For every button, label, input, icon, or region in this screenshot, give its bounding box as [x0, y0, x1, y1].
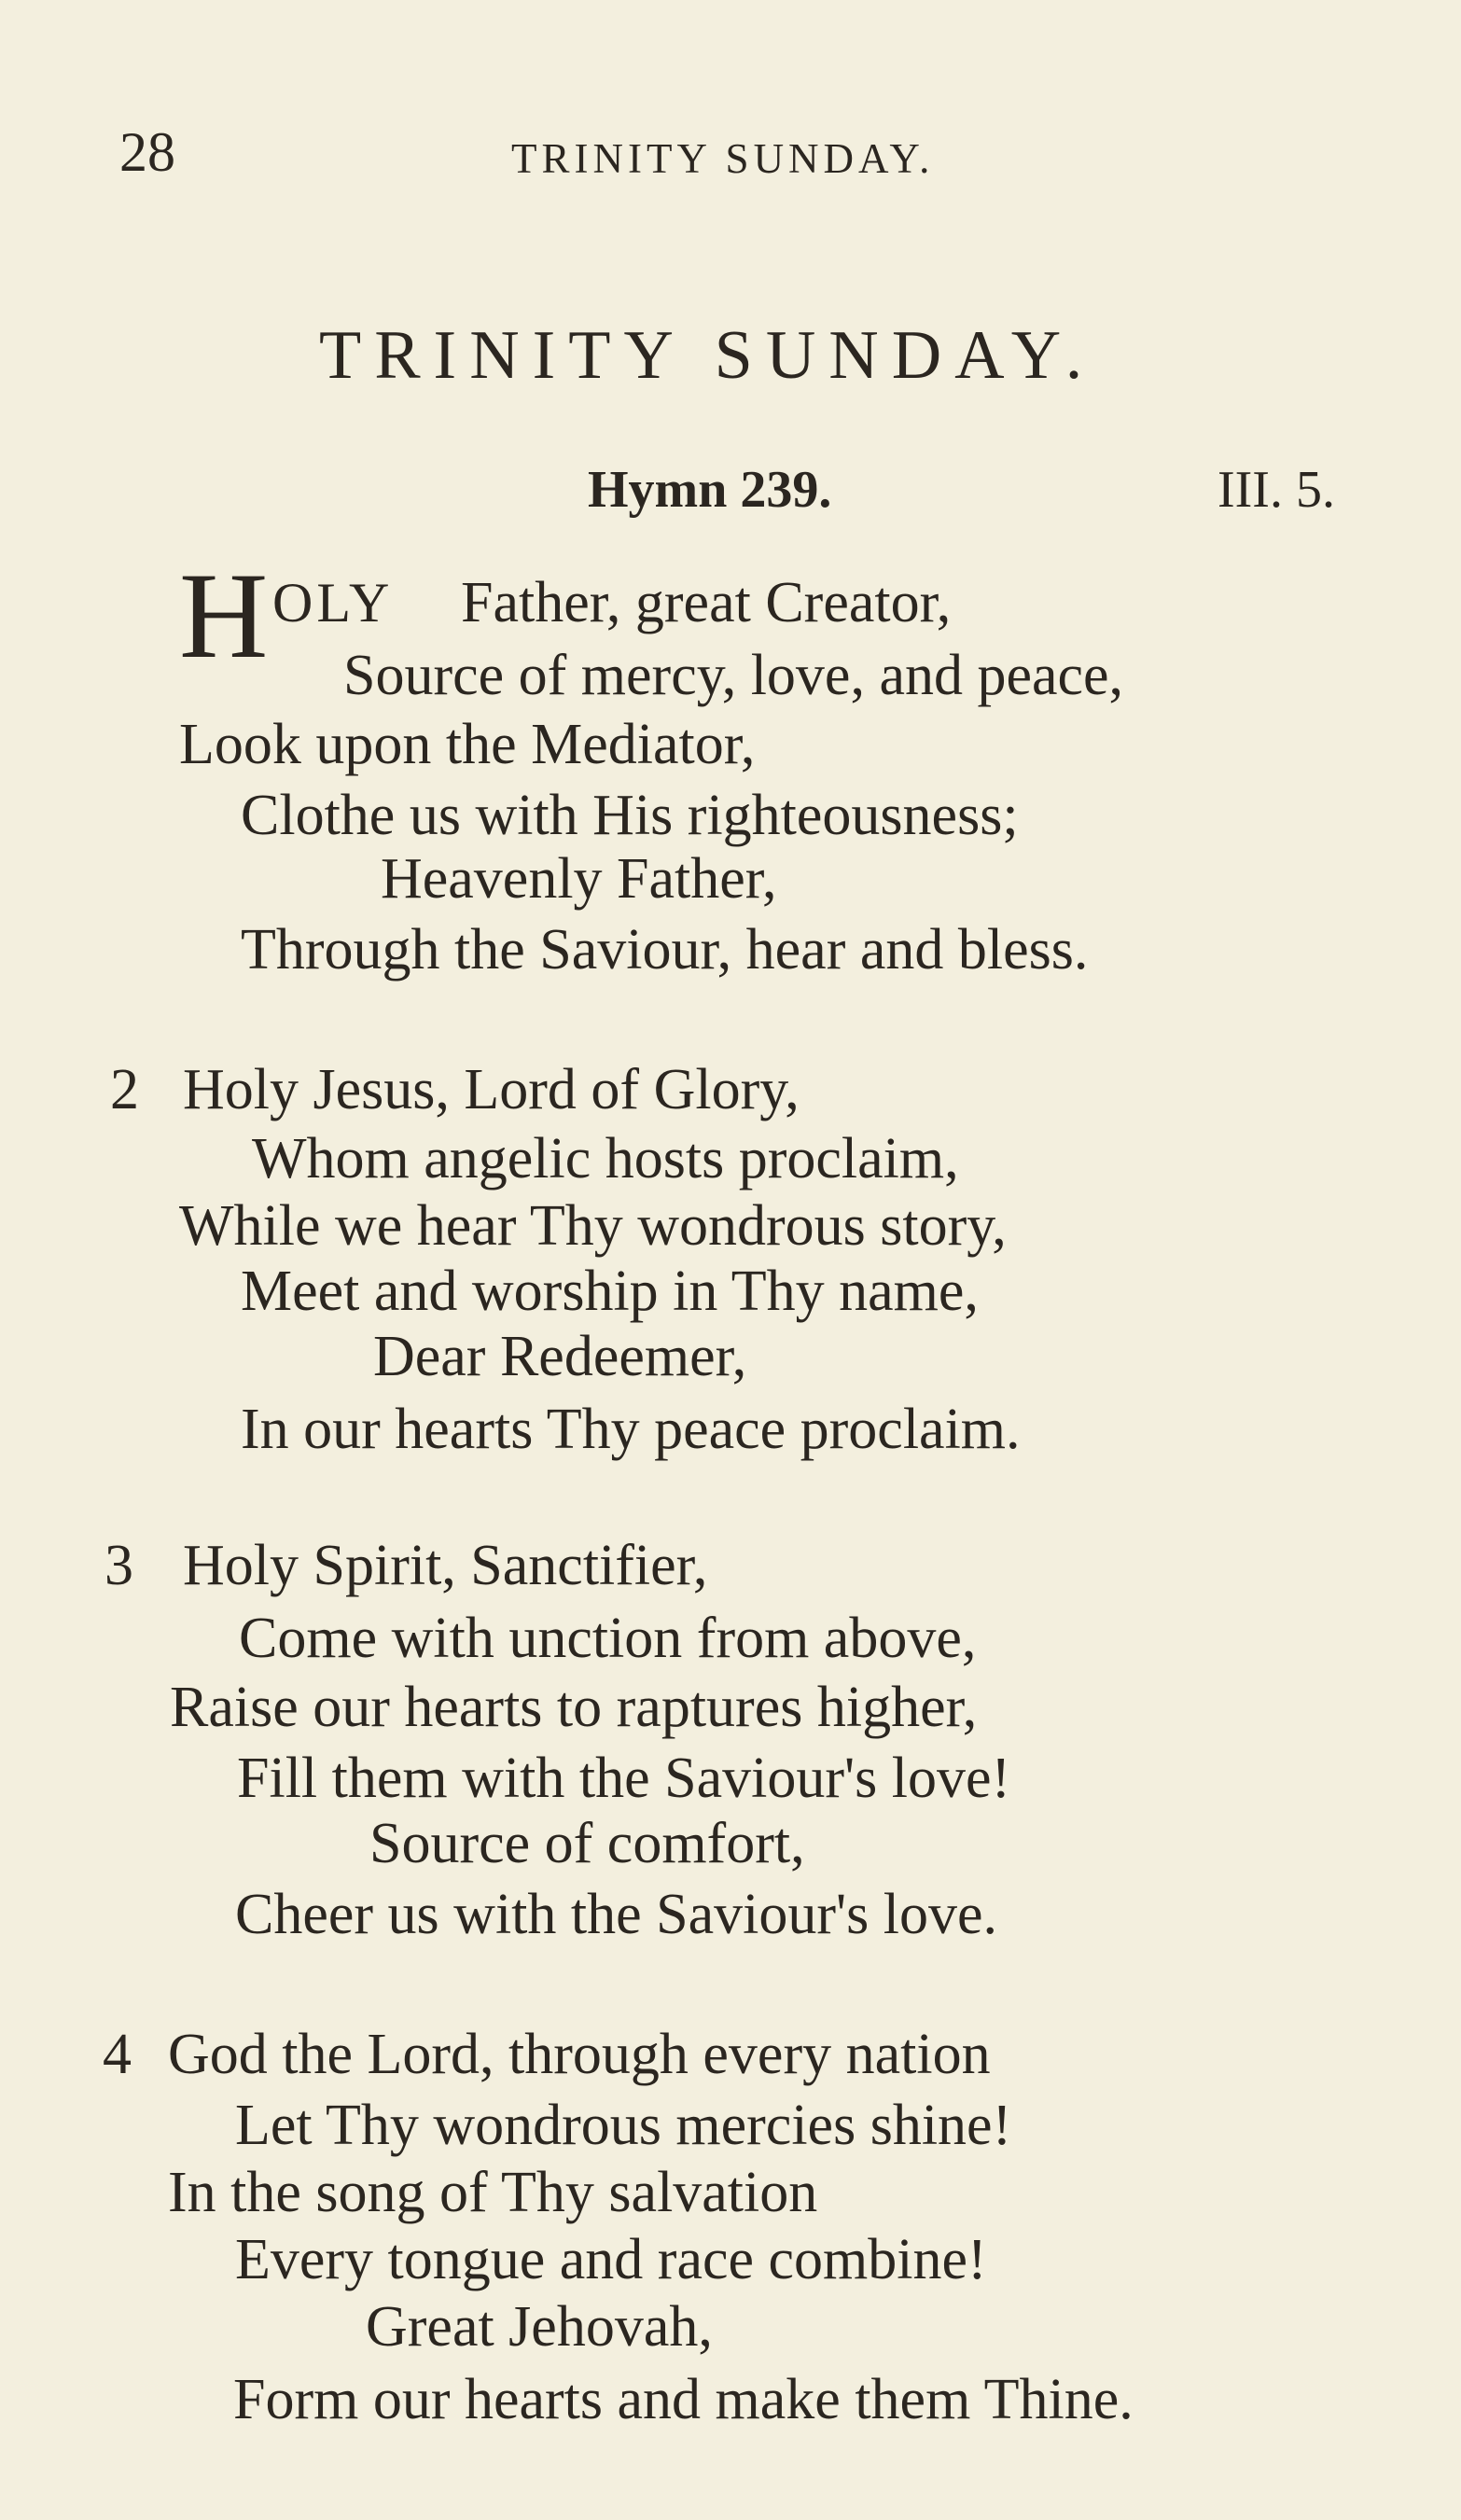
stanza-line: Great Jehovah, [366, 2295, 713, 2359]
page-number: 28 [119, 121, 175, 183]
stanza-line: While we hear Thy wondrous story, [179, 1194, 1007, 1258]
stanza-line: Source of mercy, love, and peace, [343, 644, 1124, 707]
stanza-line: Heavenly Father, [381, 847, 777, 911]
stanza-line: Raise our hearts to raptures higher, [170, 1676, 978, 1739]
stanza-line: Clothe us with His righteousness; [241, 784, 1019, 847]
stanza-line: Father, great Creator, [461, 571, 952, 634]
stanza-line: Dear Redeemer, [373, 1325, 747, 1388]
stanza-line: In our hearts Thy peace proclaim. [241, 1398, 1021, 1461]
running-title: TRINITY SUNDAY. [511, 135, 935, 182]
stanza-line: Whom angelic hosts proclaim, [252, 1127, 959, 1190]
stanza-number: 2 [110, 1058, 139, 1121]
stanza-line: Look upon the Mediator, [179, 713, 756, 776]
running-head [119, 119, 1052, 185]
hymn-number: Hymn 239. [588, 461, 832, 519]
stanza-line: God the Lord, through every nation [168, 2023, 991, 2086]
section-title: TRINITY SUNDAY. [319, 317, 1096, 394]
stanza-line: Source of comfort, [369, 1812, 805, 1875]
hymn-meter: III. 5. [1218, 461, 1335, 519]
stanza-number: 3 [104, 1534, 133, 1597]
stanza-number: 4 [103, 2023, 132, 2086]
stanza-line: Come with unction from above, [239, 1607, 977, 1670]
drop-cap: H [179, 547, 269, 684]
stanza-line: Through the Saviour, hear and bless. [241, 918, 1089, 982]
stanza-line: Holy Jesus, Lord of Glory, [183, 1058, 800, 1121]
stanza-line: Every tongue and race combine! [235, 2228, 987, 2291]
stanza-line: Let Thy wondrous mercies shine! [235, 2094, 1012, 2157]
stanza-line: Meet and worship in Thy name, [241, 1260, 979, 1323]
stanza-line: Fill them with the Saviour's love! [237, 1747, 1011, 1810]
stanza-line: Holy Spirit, Sanctifier, [183, 1534, 708, 1597]
stanza-line: Cheer us with the Saviour's love. [235, 1883, 998, 1946]
first-word-rest: OLY [272, 572, 394, 633]
stanza-line: Form our hearts and make them Thine. [233, 2368, 1134, 2431]
stanza-line: In the song of Thy salvation [168, 2161, 818, 2224]
